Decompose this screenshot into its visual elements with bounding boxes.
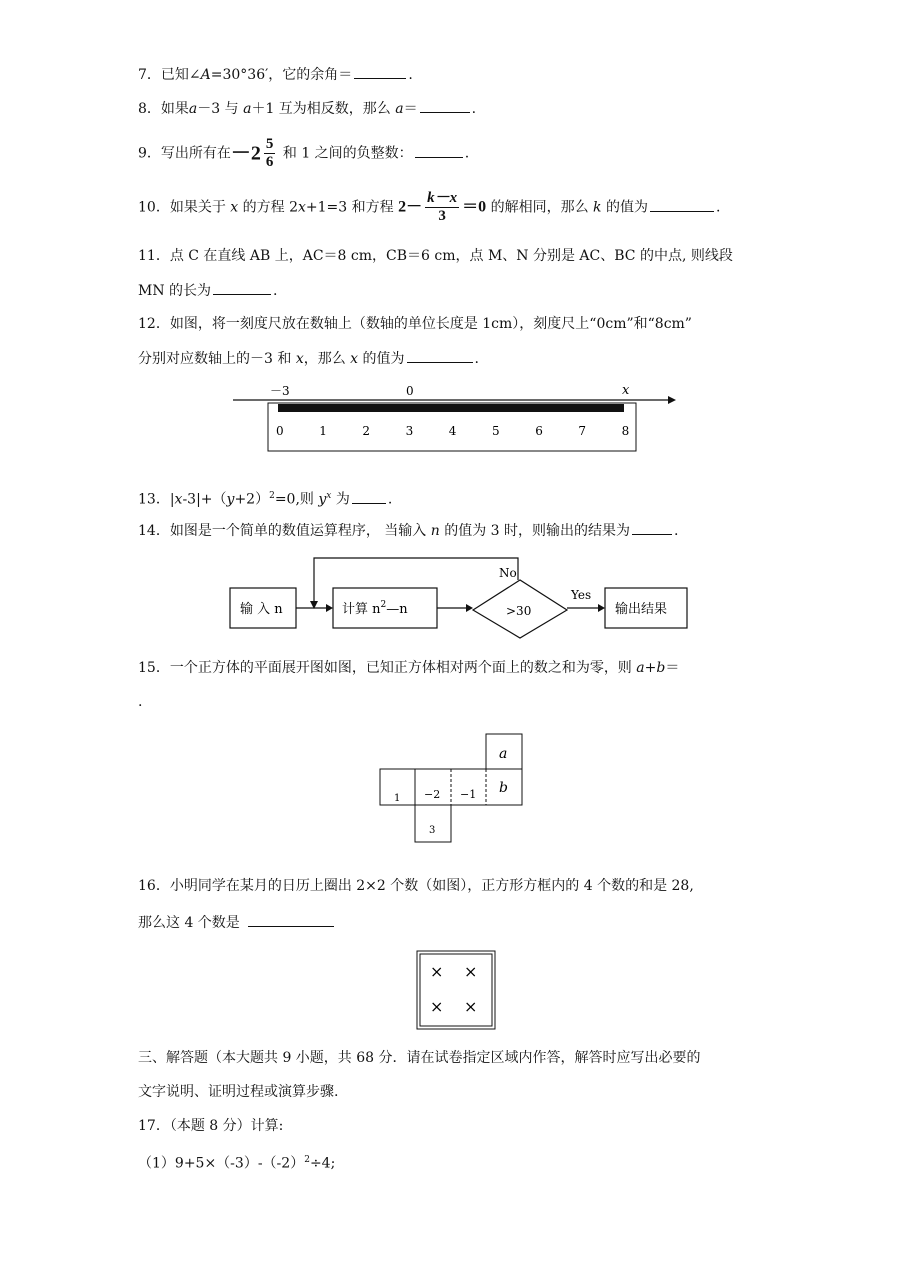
calendar-mark: × [430,962,444,981]
question-7: 7．已知∠A=30°36′，它的余角＝ . [138,64,413,85]
question-13: 13．$|x-3|+(y+2)^2=0$,则 $y^x$ 为 . [138,486,392,510]
ruler-tick-label: 0 [276,424,284,438]
loop-back-line [314,558,518,604]
answer-blank [352,489,386,504]
ruler-tick-label: 1 [319,424,327,438]
ruler-tick-label: 4 [448,424,457,438]
fraction: $\frac{5}{6}$ [265,136,274,170]
question-8: 8．如果a－3 与 a＋1 互为相反数，那么 a＝ . [138,98,476,119]
condition-label: >30 [506,604,532,618]
flowchart-figure [226,554,696,644]
question-11-line1: 11．点 C 在直线 AB 上，AC＝8 cm，CB＝6 cm，点 M、N 分别是 AC、BC 的中点, 则线段 [138,248,733,264]
compute-label: 计算 $n^2—n$ [342,600,408,617]
question-17-title: 17．（本题 8 分）计算: [138,1118,284,1134]
yes-label: Yes [571,588,592,602]
question-11-line2: MN 的长为 . [138,280,278,301]
question-15-line1: 15．一个正方体的平面展开图如图，已知正方体相对两个面上的数之和为零，则 a+b＝ [138,660,680,676]
question-14: 14．如图是一个简单的数值运算程序， 当输入 n 的值为 3 时，则输出的结果为 . [138,520,678,541]
question-9: 9．写出所有在－2 $\frac{5}{6}$ 和 1 之间的负整数： . [138,136,470,170]
net-cell-minus1: −1 [460,788,477,801]
net-cell-minus2: −2 [424,788,441,801]
ruler-tick-label: 8 [621,424,630,438]
input-label: 输 入 n [240,602,283,617]
cube-net-figure [378,732,526,846]
calendar-mark: × [430,997,444,1016]
ruler-tick-label: 5 [492,424,500,438]
ruler-scale-bar [278,404,624,412]
answer-blank [415,143,463,158]
ruler-tick-labels [276,424,629,438]
answer-blank [248,912,334,927]
question-17-part1: $(1)9+5\times(-3)-(-2)^2\div 4$; [138,1155,336,1172]
net-cell-a: a [499,746,508,762]
axis-label-x: x [622,383,630,398]
answer-blank [650,197,714,212]
question-12-line1: 12．如图，将一刻度尺放在数轴上（数轴的单位长度是 1cm），刻度尺上“0cm”和“8cm” [138,316,692,332]
arrow-icon [466,604,473,612]
arrow-icon [326,604,333,612]
question-10: 10．如果关于 x 的方程 2x+1=3 和方程 2－ $\frac{k-x}{3}$ ＝0 的解相同，那么 k 的值为 . [138,190,721,224]
section-3-heading-line1: 三、解答题（本大题共 9 小题，共 68 分．请在试卷指定区域内作答，解答时应写出必要的 [138,1050,701,1066]
answer-blank [407,348,473,363]
axis-label-0: 0 [406,384,414,398]
ruler-tick-label: 3 [405,424,414,438]
answer-blank [354,64,406,79]
answer-blank [632,520,672,535]
answer-blank [420,98,470,113]
axis-label-minus3: －3 [270,384,290,398]
ruler-tick-label: 7 [578,424,587,438]
no-label: No [499,566,517,580]
section-3-heading-line2: 文字说明、证明过程或演算步骤. [138,1084,339,1100]
ruler-tick-label: 2 [362,424,371,438]
ruler-figure [230,380,680,455]
calendar-box-figure [416,950,498,1032]
net-cell-1: 1 [394,793,401,804]
calendar-mark: × [464,962,478,981]
answer-blank [213,280,271,295]
arrow-icon [598,604,605,612]
ruler-tick-label: 6 [535,424,543,438]
question-16-line2: 那么这 4 个数是 [138,912,336,933]
question-12-line2: 分别对应数轴上的－3 和 x，那么 x 的值为 . [138,348,479,369]
question-16-line1: 16．小明同学在某月的日历上圈出 2×2 个数（如图），正方形方框内的 4 个数的和是 28, [138,878,694,894]
fraction: $\frac{k-x}{3}$ [427,190,458,224]
axis-arrow-icon [668,396,676,404]
output-label: 输出结果 [615,602,668,617]
net-cell-3: 3 [429,825,436,836]
question-15-line2: . [138,694,143,710]
calendar-mark: × [464,997,478,1016]
net-cell-b: b [499,780,508,796]
